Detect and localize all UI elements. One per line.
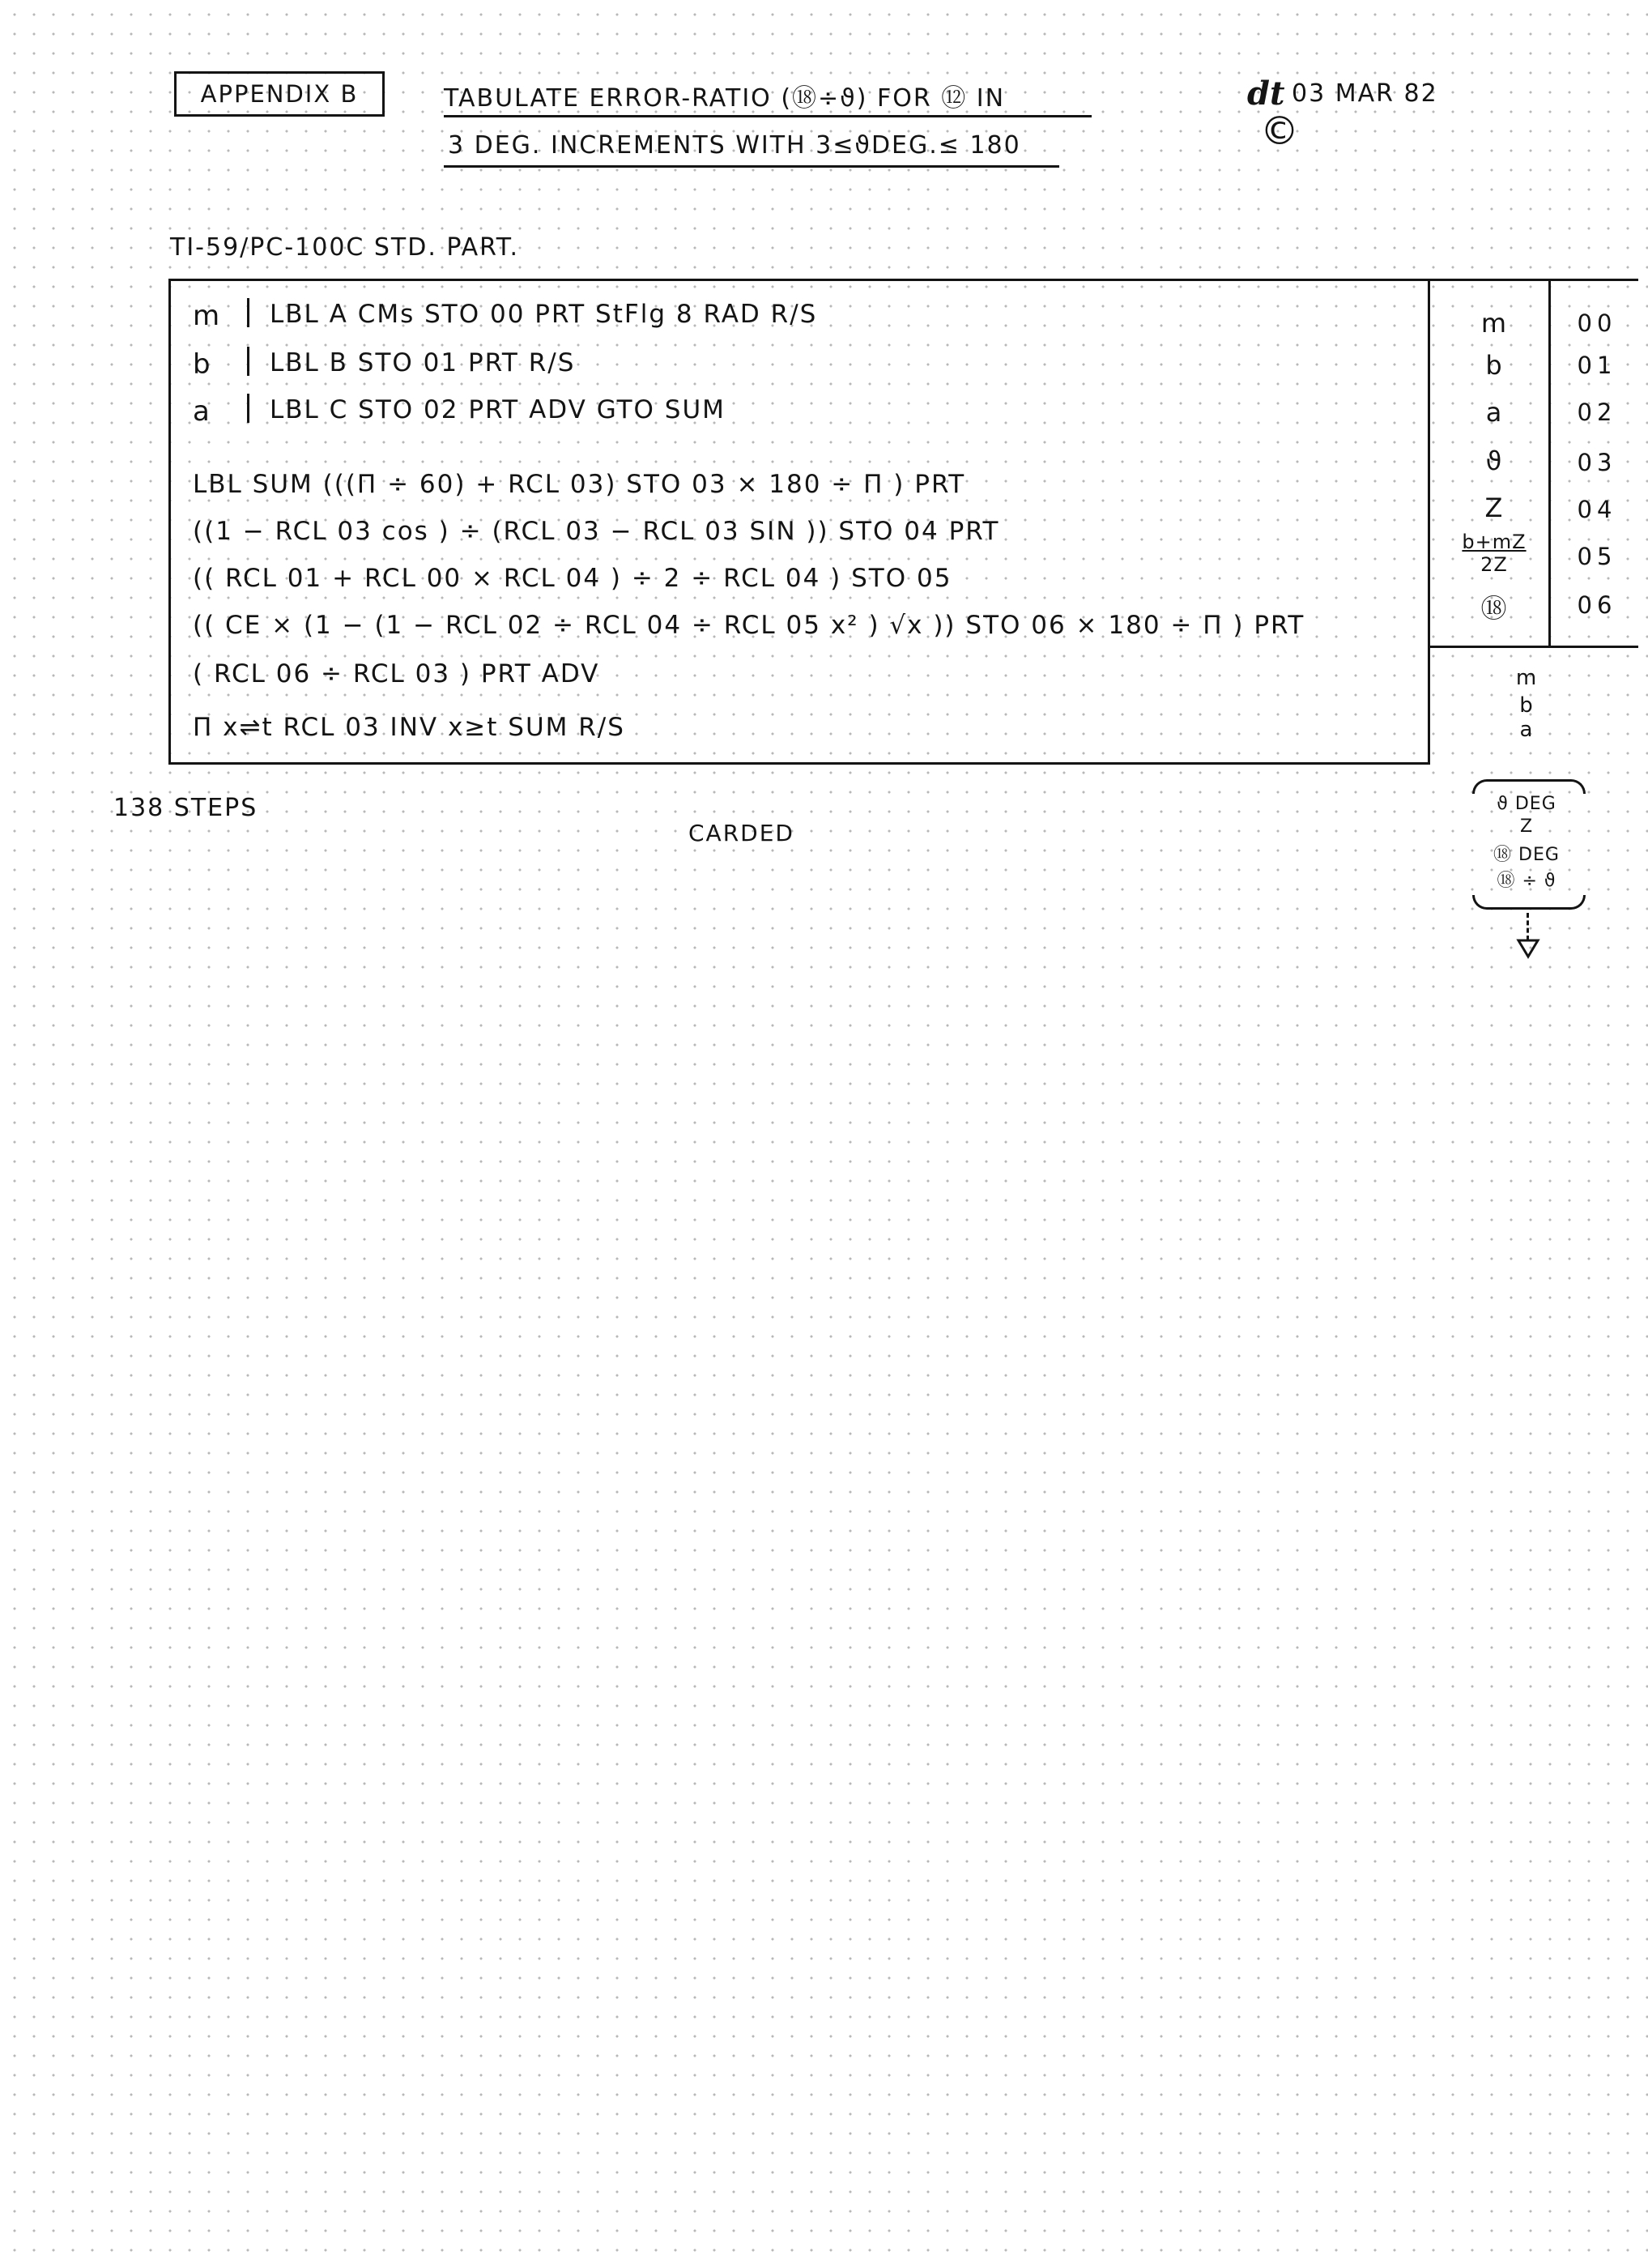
sum-line-1: LBL SUM (((Π ÷ 60) + RCL 03) STO 03 × 180 ÷ Π ) PRT [193,470,966,499]
register-divider [1548,279,1551,648]
register-label: b [1485,350,1503,381]
sum-line-6: Π x⇌t RCL 03 INV x≥t SUM R/S [193,713,625,742]
register-number: 01 [1577,352,1617,379]
line-label: m [193,300,222,332]
sum-line-5: ( RCL 06 ÷ RCL 03 ) PRT ADV [193,659,600,688]
register-label: a [1485,397,1503,428]
document-date: 03 MAR 82 [1292,79,1438,108]
print-input: a [1519,718,1534,742]
line-label: a [193,395,211,428]
output-brace-top [1472,779,1586,794]
register-number: 04 [1577,496,1617,523]
program-line-a [193,395,211,428]
register-number: 06 [1577,591,1617,619]
register-label: ⑱ [1480,593,1508,624]
carded-note: CARDED [688,820,794,846]
register-label: ϑ [1485,446,1503,476]
title-line-2: 3 DEG. INCREMENTS WITH 3≤ϑDEG.≤ 180 [448,131,1021,160]
appendix-label: APPENDIX B [200,80,359,108]
program-code-m: LBL A CMs STO 00 PRT StFlg 8 RAD R/S [270,300,818,329]
continuation-line [1527,913,1529,940]
register-number: 05 [1577,543,1617,570]
register-number: 00 [1577,309,1617,337]
program-line-b [193,348,212,381]
print-output: ⑱ ÷ ϑ [1497,871,1556,891]
copyright-icon: © [1260,109,1299,154]
program-code-a: LBL C STO 02 PRT ADV GTO SUM [270,395,726,424]
register-label: Z [1484,492,1504,523]
label-separator [247,394,249,423]
register-label-fraction [1441,531,1547,576]
label-separator [247,347,249,376]
sum-line-3: (( RCL 01 + RCL 00 × RCL 04 ) ÷ 2 ÷ RCL 04 ) STO 05 [193,564,952,593]
register-label: m [1480,308,1508,339]
register-number: 03 [1577,449,1617,476]
register-number: 02 [1577,399,1617,426]
fraction-numerator: b+mZ [1462,531,1527,553]
sum-line-2: ((1 − RCL 03 cos ) ÷ (RCL 03 − RCL 03 SIN )) STO 04 PRT [193,517,1000,546]
label-separator [247,298,249,327]
print-output: Z [1519,816,1534,837]
output-brace-bottom [1472,895,1586,910]
program-line-m [193,300,221,332]
print-output: ϑ DEG [1497,794,1556,814]
sum-line-4: (( CE × (1 − (1 − RCL 02 ÷ RCL 04 ÷ RCL 05 x² ) √x )) STO 06 × 180 ÷ Π ) PRT [193,611,1305,640]
title-underline-1 [444,115,1092,117]
appendix-label-box [174,71,385,117]
device-line: TI-59/PC-100C STD. PART. [170,233,520,262]
line-label: b [193,348,212,381]
print-output: ⑱ DEG [1493,845,1560,865]
steps-count: 138 STEPS [113,794,258,822]
fraction-denominator: 2Z [1480,553,1508,576]
print-input: m [1515,666,1538,690]
title-underline-2 [444,165,1059,168]
title-line-1: TABULATE ERROR-RATIO (⑱÷ϑ) FOR ⑫ IN [444,84,1006,113]
author-initials: dt [1247,75,1285,113]
program-code-b: LBL B STO 01 PRT R/S [270,348,576,377]
down-arrow-icon [1516,938,1540,959]
print-input: b [1519,693,1534,718]
